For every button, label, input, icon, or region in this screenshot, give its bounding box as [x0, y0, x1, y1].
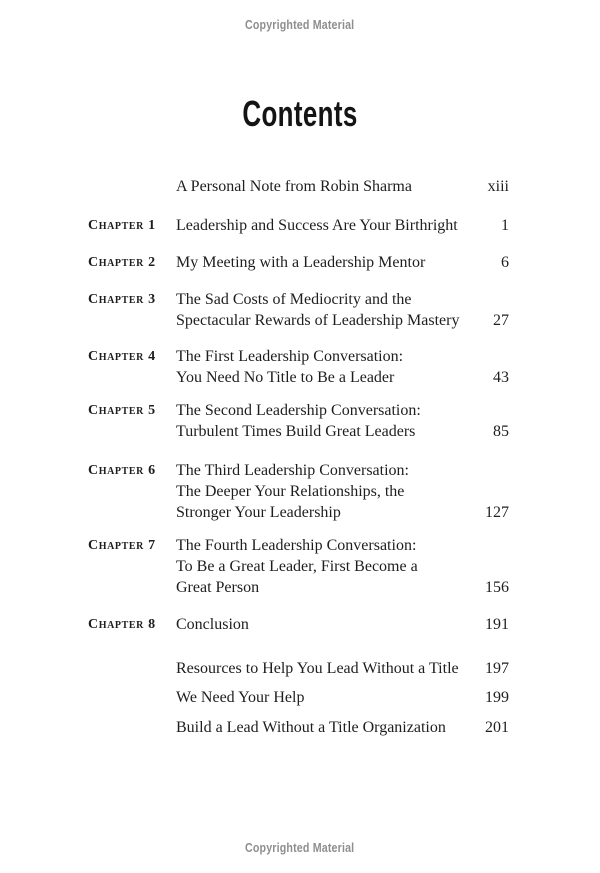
chapter-label: Chapter 8: [88, 617, 156, 632]
entry-title: [176, 460, 473, 523]
page-title: [0, 93, 600, 134]
entry-title-line: A Personal Note from Robin Sharma: [176, 178, 412, 195]
page-title-text: Contents: [242, 93, 358, 134]
entry-title-line: The First Leadership Conversation:: [176, 348, 404, 365]
toc-entry: [88, 687, 509, 708]
entry-title: [176, 346, 473, 388]
entry-title-line: Resources to Help You Lead Without a Title: [176, 660, 459, 677]
entry-title: [176, 289, 473, 331]
chapter-label: Chapter 6: [88, 463, 156, 478]
entry-title-line: To Be a Great Leader, First Become a: [176, 558, 418, 575]
page-number: 197: [485, 660, 509, 677]
entry-title-line: The Deeper Your Relationships, the: [176, 483, 405, 500]
chapter-label: Chapter 5: [88, 403, 156, 418]
chapter-label: Chapter 2: [88, 255, 156, 270]
entry-title: [176, 215, 473, 236]
entry-title-line: Stronger Your Leadership: [176, 504, 341, 521]
entry-title-line: We Need Your Help: [176, 689, 305, 706]
toc-entry: [88, 717, 509, 738]
page-number: 27: [493, 312, 509, 329]
toc-entry: [88, 658, 509, 679]
entry-title: [176, 717, 473, 738]
page-number: xiii: [487, 178, 509, 195]
page-number: 85: [493, 423, 509, 440]
entry-title-line: My Meeting with a Leadership Mentor: [176, 254, 426, 271]
entry-title: [176, 658, 473, 679]
page-number: 43: [493, 369, 509, 386]
entry-title-line: Leadership and Success Are Your Birthright: [176, 217, 458, 234]
entry-title-line: Conclusion: [176, 616, 249, 633]
toc-entry: [88, 346, 509, 388]
copyright-text: Copyrighted Material: [245, 840, 355, 855]
page-number: 191: [485, 616, 509, 633]
page-number: 156: [485, 579, 509, 596]
copyright-text: Copyrighted Material: [245, 17, 355, 32]
toc-entry: [88, 400, 509, 442]
entry-title-line: The Sad Costs of Mediocrity and the: [176, 291, 412, 308]
entry-title: [176, 176, 473, 197]
page-number: 1: [501, 217, 509, 234]
toc-entry: [88, 535, 509, 598]
page-number: 199: [485, 689, 509, 706]
chapter-label: Chapter 1: [88, 218, 156, 233]
page-number: 6: [501, 254, 509, 271]
entry-title-line: Spectacular Rewards of Leadership Mastery: [176, 312, 460, 329]
entry-title-line: Turbulent Times Build Great Leaders: [176, 423, 416, 440]
page-number: 201: [485, 719, 509, 736]
chapter-label: Chapter 3: [88, 292, 156, 307]
copyright-banner-top: [0, 18, 600, 31]
entry-title-line: You Need No Title to Be a Leader: [176, 369, 395, 386]
toc-entry: [88, 460, 509, 523]
copyright-banner-bottom: [0, 841, 600, 854]
toc-entry: [88, 176, 509, 197]
entry-title: [176, 400, 473, 442]
entry-title: [176, 687, 473, 708]
entry-title-line: The Fourth Leadership Conversation:: [176, 537, 417, 554]
entry-title-line: The Third Leadership Conversation:: [176, 462, 409, 479]
toc-entry: [88, 252, 509, 273]
entry-title: [176, 614, 473, 635]
chapter-label: Chapter 7: [88, 538, 156, 553]
entry-title-line: Build a Lead Without a Title Organization: [176, 719, 446, 736]
entry-title-line: The Second Leadership Conversation:: [176, 402, 421, 419]
chapter-label: Chapter 4: [88, 349, 156, 364]
page-number: 127: [485, 504, 509, 521]
toc-entry: [88, 614, 509, 635]
entry-title-line: Great Person: [176, 579, 260, 596]
toc-entry: [88, 289, 509, 331]
entry-title: [176, 252, 473, 273]
toc-entry: [88, 215, 509, 236]
entry-title: [176, 535, 473, 598]
